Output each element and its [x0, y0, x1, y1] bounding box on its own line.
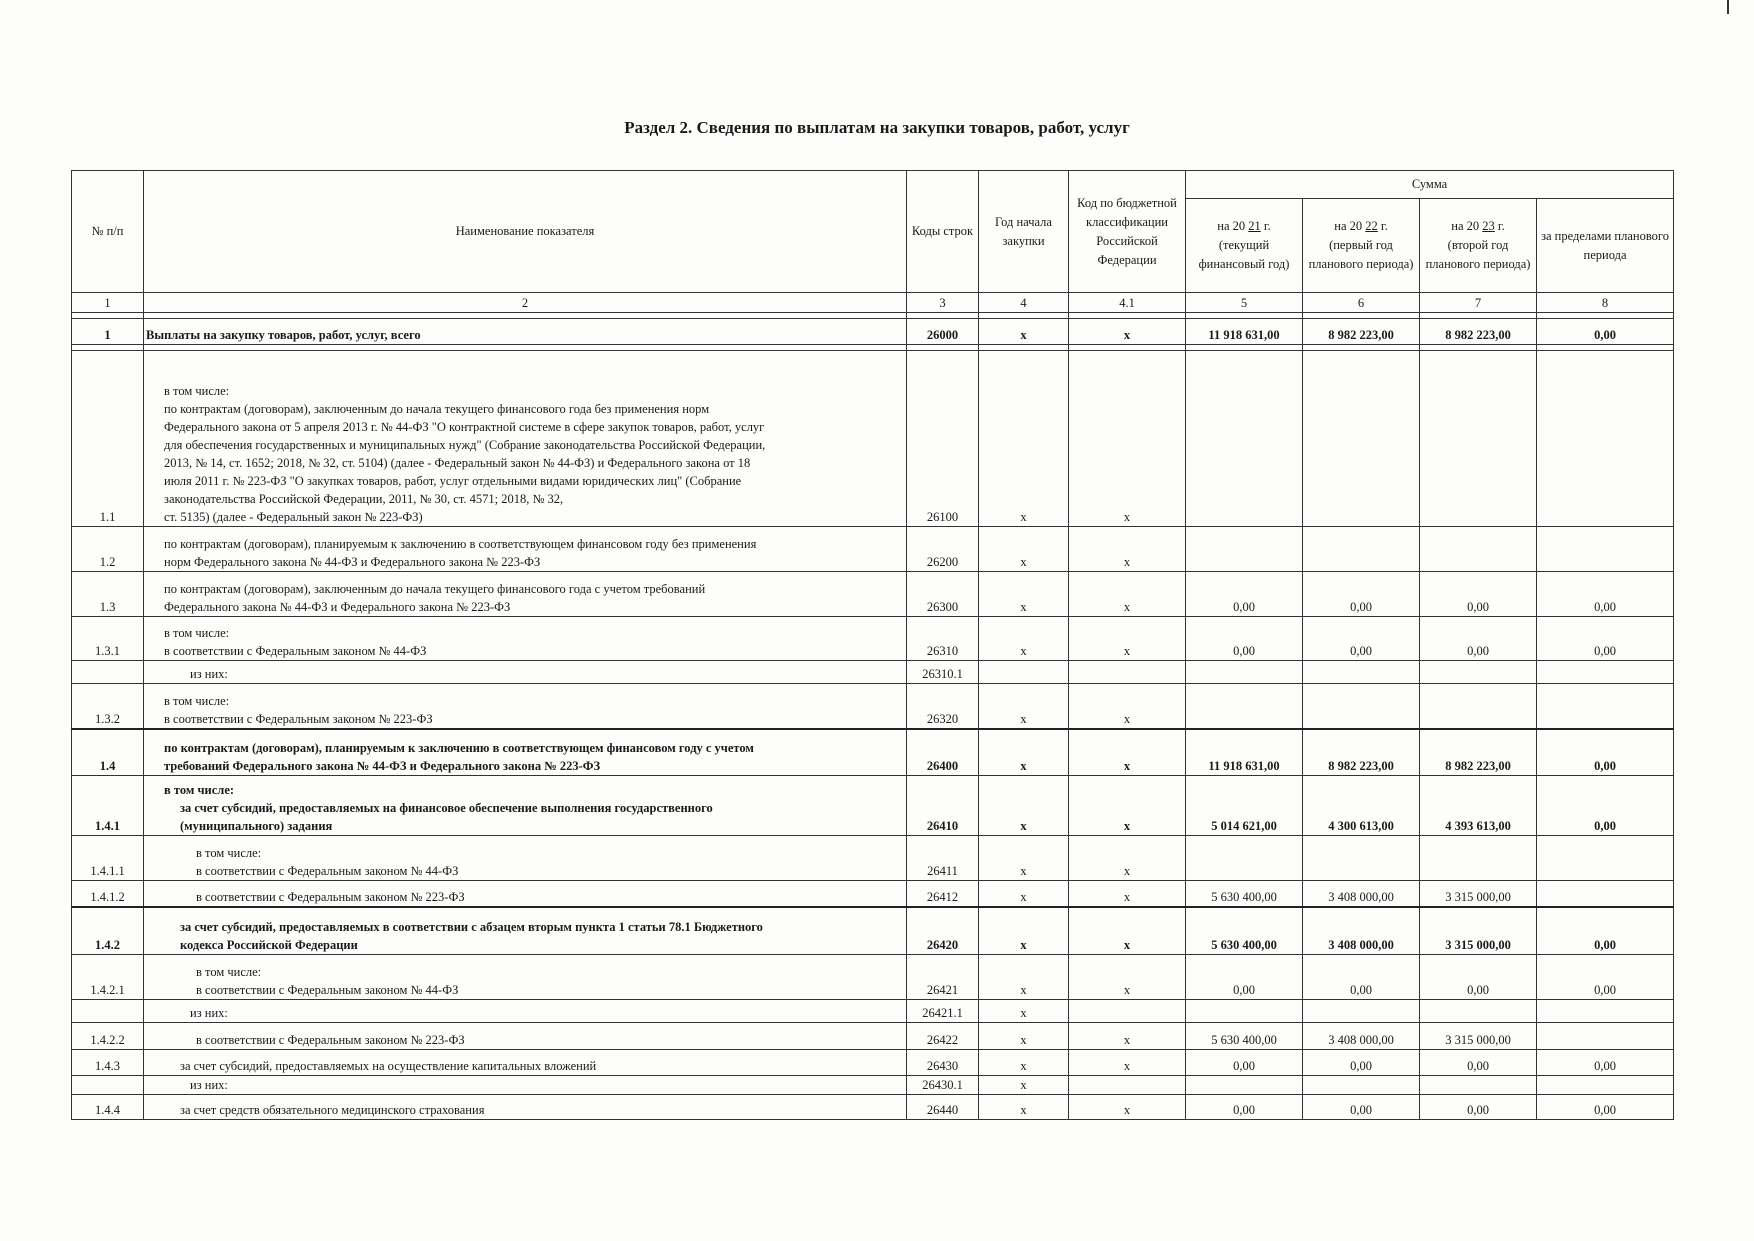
table-row: 1.4.1.2 в соответствии с Федеральным законом № 223-ФЗ 26412 x x 5 630 400,00 3 408 000,00 3 315 000,00	[72, 881, 1674, 907]
header-year-2: на 20 22 г. (первый год планового периода)	[1303, 199, 1420, 293]
table-row: 1.3.1 в том числе: в соответствии с Федеральным законом № 44-ФЗ 26310 x x 0,00 0,00 0,00 0,00	[72, 617, 1674, 661]
table-row: 1.1 в том числе: по контрактам (договорам), заключенным до начала текущего финансового года без применения норм Федерального закона от 5 апреля 2013 г. № 44-ФЗ "О контрактной системе в сфере закупок товаров, работ, услуг для обеспечения государственных и муниципальных нужд" (Собрание законодательства Российской Федерации, 2013, № 14, ст. 1652; 2018, № 32, ст. 5104) (далее - Федеральный закон № 44-ФЗ) и Федерального закона от 18 июля 2011 г. № 223-ФЗ "О закупках товаров, работ, услуг отдельными видами юридических лиц" (Собрание законодательства Российской Федерации, 2011, № 30, ст. 4571; 2018, № 32, ст. 5135) (далее - Федеральный закон № 223-ФЗ) 26100 x x	[72, 351, 1674, 527]
colnum: 8	[1537, 293, 1674, 313]
column-numbers-row	[72, 293, 1674, 313]
table-row: 1.4.2.2 в соответствии с Федеральным законом № 223-ФЗ 26422 x x 5 630 400,00 3 408 000,00 3 315 000,00	[72, 1023, 1674, 1050]
table-row: из них: 26421.1 x	[72, 1000, 1674, 1023]
header-codes: Коды строк	[907, 171, 979, 293]
header-year: Год начала закупки	[979, 171, 1069, 293]
table-row: 1.4.4 за счет средств обязательного медицинского страхования 26440 x x 0,00 0,00 0,00 0,00	[72, 1095, 1674, 1120]
table-row: 1.3 по контрактам (договорам), заключенным до начала текущего финансового года с учетом требований Федерального закона № 44-ФЗ и Федерального закона № 223-ФЗ 26300 x x 0,00 0,00 0,00 0,00	[72, 572, 1674, 617]
colnum: 6	[1303, 293, 1420, 313]
colnum: 4	[979, 293, 1069, 313]
header-beyond: за пределами планового периода	[1537, 199, 1674, 293]
table-row: из них: 26430.1 x	[72, 1076, 1674, 1095]
colnum: 7	[1420, 293, 1537, 313]
colnum: 5	[1186, 293, 1303, 313]
table-row: 1.2 по контрактам (договорам), планируемым к заключению в соответствующем финансовом году без применения норм Федерального закона № 44-ФЗ и Федерального закона № 223-ФЗ 26200 x x	[72, 527, 1674, 572]
colnum: 2	[144, 293, 907, 313]
section-title: Раздел 2. Сведения по выплатам на закупки товаров, работ, услуг	[624, 118, 1130, 137]
header-name: Наименование показателя	[144, 171, 907, 293]
header-kbk: Код по бюджетной классификации Российской Федерации	[1069, 171, 1186, 293]
table-row: 1.4.2 за счет субсидий, предоставляемых в соответствии с абзацем вторым пункта 1 статьи 78.1 Бюджетного кодекса Российской Федерации 26420 x x 5 630 400,00 3 408 000,00 3 315 000,00 0,00	[72, 907, 1674, 955]
table-row: 1.4.2.1 в том числе: в соответствии с Федеральным законом № 44-ФЗ 26421 x x 0,00 0,00 0,00 0,00	[72, 955, 1674, 1000]
colnum: 4.1	[1069, 293, 1186, 313]
table-row: из них: 26310.1	[72, 661, 1674, 684]
table-row: 1.4.1 в том числе: за счет субсидий, предоставляемых на финансовое обеспечение выполнения государственного (муниципального) задания 26410 x x 5 014 621,00 4 300 613,00 4 393 613,00 0,00	[72, 776, 1674, 836]
colnum: 1	[72, 293, 144, 313]
table-row: 1.4.1.1 в том числе: в соответствии с Федеральным законом № 44-ФЗ 26411 x x	[72, 836, 1674, 881]
colnum: 3	[907, 293, 979, 313]
header-year-3: на 20 23 г. (второй год планового периода)	[1420, 199, 1537, 293]
table-row: 1 Выплаты на закупку товаров, работ, услуг, всего 26000 x x 11 918 631,00 8 982 223,00 8 982 223,00 0,00	[72, 319, 1674, 345]
header-num: № п/п	[72, 171, 144, 293]
header-year-1: на 20 21 г. (текущий финансовый год)	[1186, 199, 1303, 293]
header-sum: Сумма	[1186, 171, 1674, 199]
table-row: 1.4 по контрактам (договорам), планируемым к заключению в соответствующем финансовом году с учетом требований Федерального закона № 44-ФЗ и Федерального закона № 223-ФЗ 26400 x x 11 918 631,00 8 982 223,00 8 982 223,00 0,00	[72, 729, 1674, 776]
table-row: 1.3.2 в том числе: в соответствии с Федеральным законом № 223-ФЗ 26320 x x	[72, 684, 1674, 729]
scan-edge-mark	[1727, 0, 1729, 14]
table-row: 1.4.3 за счет субсидий, предоставляемых на осуществление капитальных вложений 26430 x x 0,00 0,00 0,00 0,00	[72, 1050, 1674, 1076]
purchases-table	[71, 170, 1674, 1120]
